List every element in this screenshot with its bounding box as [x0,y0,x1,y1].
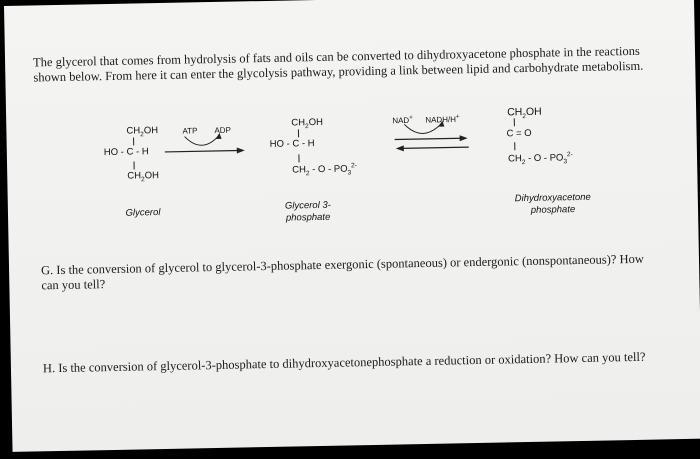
glycerol-bottom: $CH_2OH$ [127,170,159,184]
dhap-mid: C = O [506,127,532,140]
glycerol-top: $CH_2OH$ [126,125,159,139]
atp-label: ATP [182,126,198,136]
nadh-label: NADH/H+ [425,113,460,125]
g3p-top: $CH_2OH$ [291,116,324,131]
question-g: G. Is the conversion of glycerol to glycerol-3-phosphate exergonic (spontaneous) or endergonic (nonspontaneous)? How can you tell? [40,251,644,293]
dhap-label: Dihydroxyacetone phosphate [514,191,591,216]
glycerol-label: Glycerol [125,207,161,219]
nad-label: NAD+ [392,114,413,126]
intro-paragraph: The glycerol that comes from hydrolysis of fats and oils can be converted to dihydroxyacetone phosphate in the reactions shown below. From here it can enter the glycolysis pathway, providing a link between lipid and carbohydrate metabolism. [32,43,644,85]
g3p-mid: HO - C - H [269,138,315,150]
adp-label: ADP [214,125,231,135]
dhap-bottom: $CH_2$ - O - $PO_3^{2-}$ [507,151,573,167]
question-h: H. Is the conversion of glycerol-3-phosphate to dihydroxyacetonephosphate a reduction or oxidation? How can you tell? [42,349,646,376]
g3p-label: Glycerol 3-phosphate [284,199,331,224]
reaction-arrows [4,0,700,452]
glycerol-mid: HO - C - H [103,146,149,159]
worksheet-page [4,0,700,452]
dhap-top: $CH_2OH$ [507,105,542,121]
g3p-bottom: $CH_2$ - O - $PO_3^{2-}$ [292,162,357,178]
